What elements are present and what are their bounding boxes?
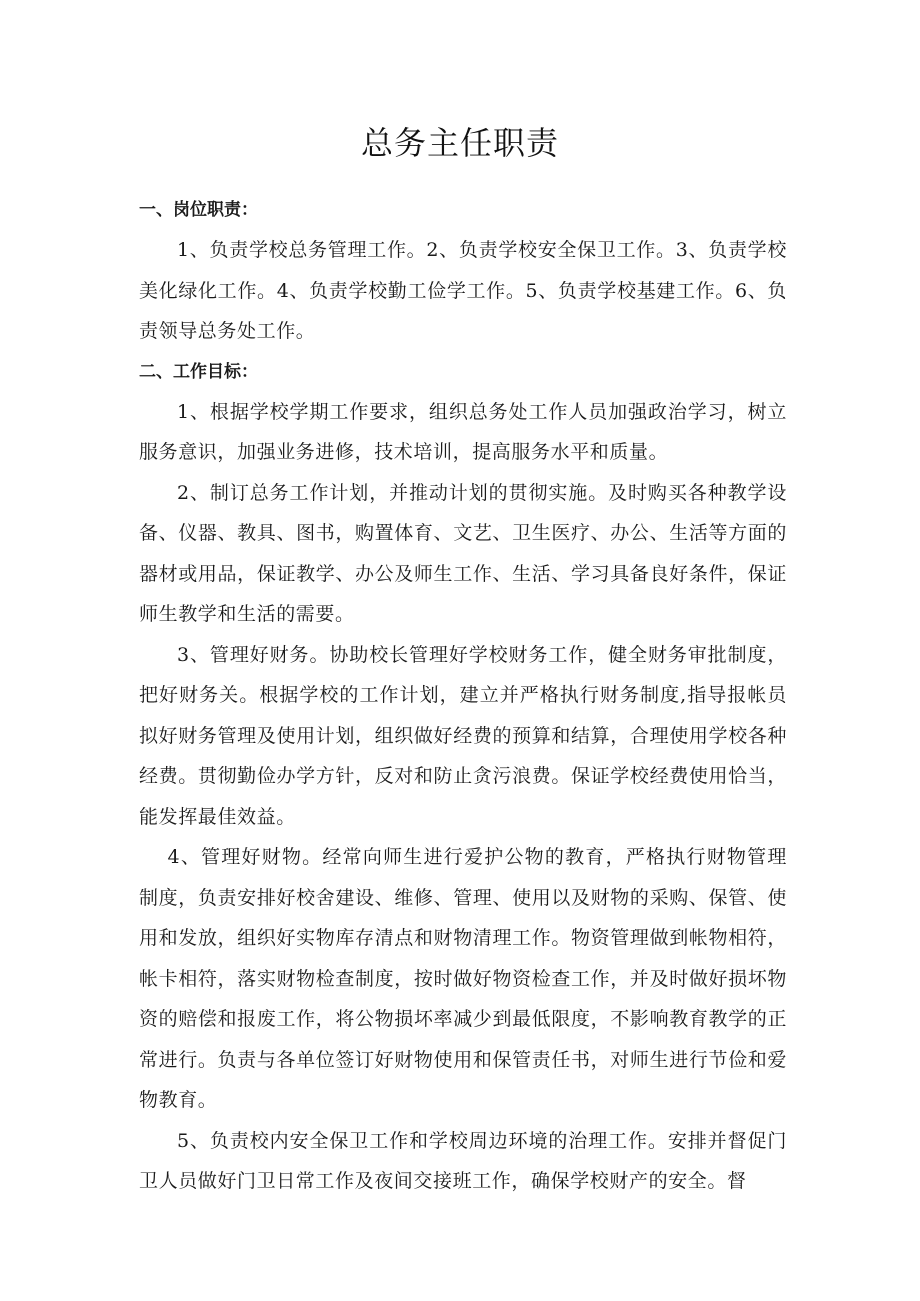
- paragraph: 2、制订总务工作计划，并推动计划的贯彻实施。及时购买各种教学设备、仪器、教具、图书，购置体育、文艺、卫生医疗、办公、生活等方面的器材或用品，保证教学、办公及师生工作、生活、学习具备良好条件，保证师生教学和生活的需要。: [139, 481, 787, 625]
- paragraph: 1、根据学校学期工作要求，组织总务处工作人员加强政治学习，树立服务意识，加强业务进修，技术培训，提高服务水平和质量。: [139, 400, 787, 463]
- paragraph: 5、负责校内安全保卫工作和学校周边环境的治理工作。安排并督促门卫人员做好门卫日常工作及夜间交接班工作，确保学校财产的安全。督: [139, 1129, 787, 1192]
- section-work-goals: [139, 352, 787, 1202]
- section-heading: 一、岗位职责：: [139, 200, 258, 220]
- document-body: [139, 190, 787, 1202]
- document-title: 总务主任职责: [360, 124, 559, 162]
- paragraph: 1、负责学校总务管理工作。2、负责学校安全保卫工作。3、负责学校美化绿化工作。4、负责学校勤工俭学工作。5、负责学校基建工作。6、负责领导总务处工作。: [139, 239, 787, 342]
- section-heading: 二、工作目标：: [139, 361, 258, 382]
- paragraph: 3、管理好财务。协助校长管理好学校财务工作，健全财务审批制度，把好财务关。根据学校的工作计划，建立并严格执行财务制度,指导报帐员拟好财务管理及使用计划，组织做好经费的预算和结算，合理使用学校各种经费。贯彻勤俭办学方针，反对和防止贪污浪费。保证学校经费使用恰当，能发挥最佳效益。: [139, 643, 787, 828]
- section-job-duties: [139, 190, 787, 352]
- paragraph: 4、管理好财物。经常向师生进行爱护公物的教育，严格执行财物管理制度，负责安排好校舍建设、维修、管理、使用以及财物的采购、保管、使用和发放，组织好实物库存清点和财物清理工作。物资管理做到帐物相符，帐卡相符，落实财物检查制度，按时做好物资检查工作，并及时做好损坏物资的赔偿和报废工作，将公物损坏率减少到最低限度，不影响教育教学的正常进行。负责与各单位签订好财物使用和保管责任书，对师生进行节俭和爱物教育。: [139, 846, 787, 1111]
